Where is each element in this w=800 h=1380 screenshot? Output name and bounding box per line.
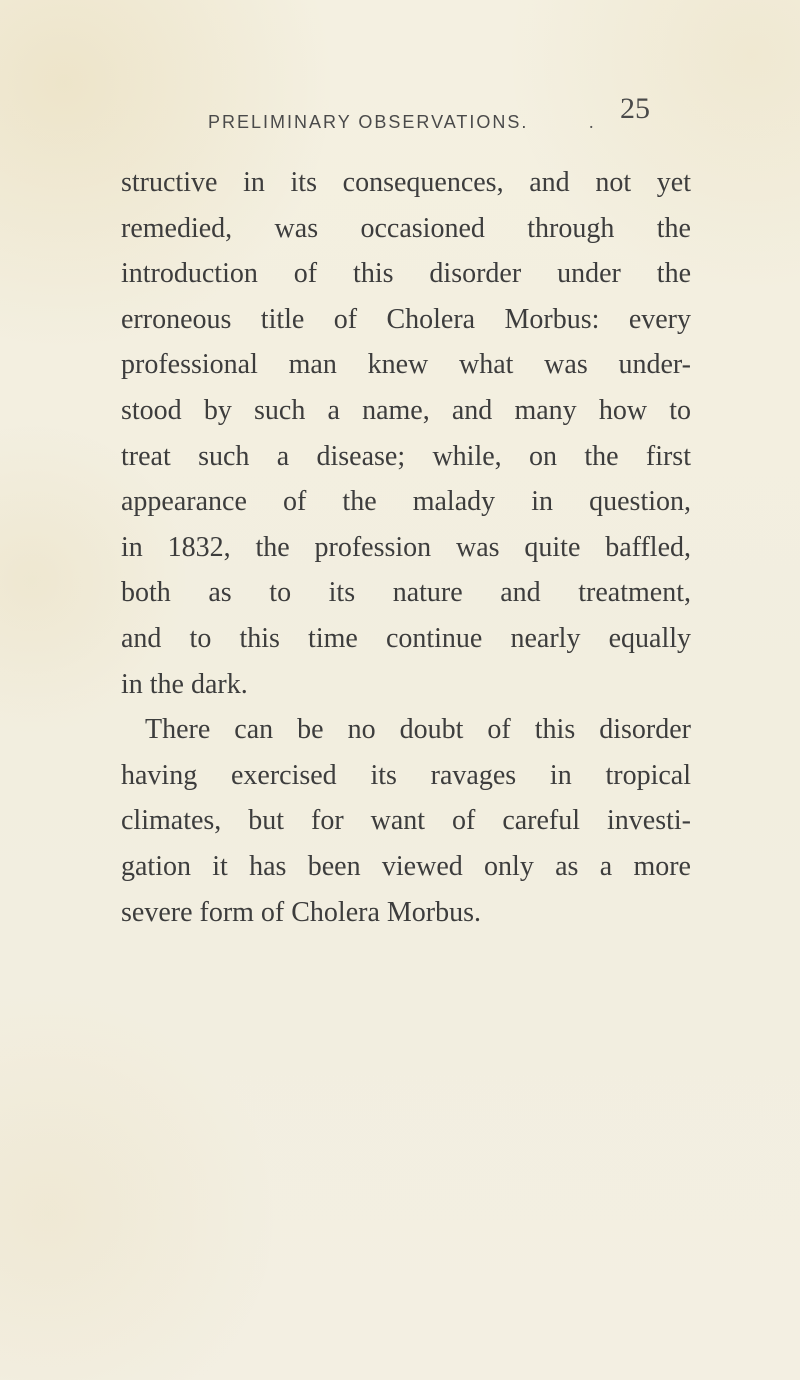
text-line: remedied, was occasioned through the [121, 212, 691, 244]
text-line: in 1832, the profession was quite baffled, [121, 531, 691, 563]
body-text [121, 160, 691, 935]
page-number: 25 [620, 92, 650, 125]
text-line: in the dark. [121, 668, 248, 700]
running-head-title: PRELIMINARY OBSERVATIONS. [208, 112, 529, 132]
text-line: having exercised its ravages in tropical [121, 759, 691, 791]
text-line: appearance of the malady in question, [121, 486, 691, 518]
text-line: treat such a disease; while, on the first [121, 440, 691, 472]
running-head [208, 92, 680, 152]
text-line: structive in its consequences, and not yet [121, 167, 691, 198]
text-line: severe form of Cholera Morbus. [121, 896, 482, 928]
text-line: climates, but for want of careful investi- [121, 805, 691, 837]
text-line: professional man knew what was under- [121, 349, 691, 381]
text-line: and to this time continue nearly equally [121, 622, 691, 654]
text-line: gation it has been viewed only as a more [121, 850, 691, 882]
running-head-dot: . [589, 112, 594, 132]
text-line: stood by such a name, and many how to [121, 394, 691, 426]
text-line: There can be no doubt of this disorder [145, 714, 691, 746]
text-line: both as to its nature and treatment, [121, 577, 691, 609]
text-line: erroneous title of Cholera Morbus: every [121, 303, 691, 335]
text-line: introduction of this disorder under the [121, 258, 691, 290]
